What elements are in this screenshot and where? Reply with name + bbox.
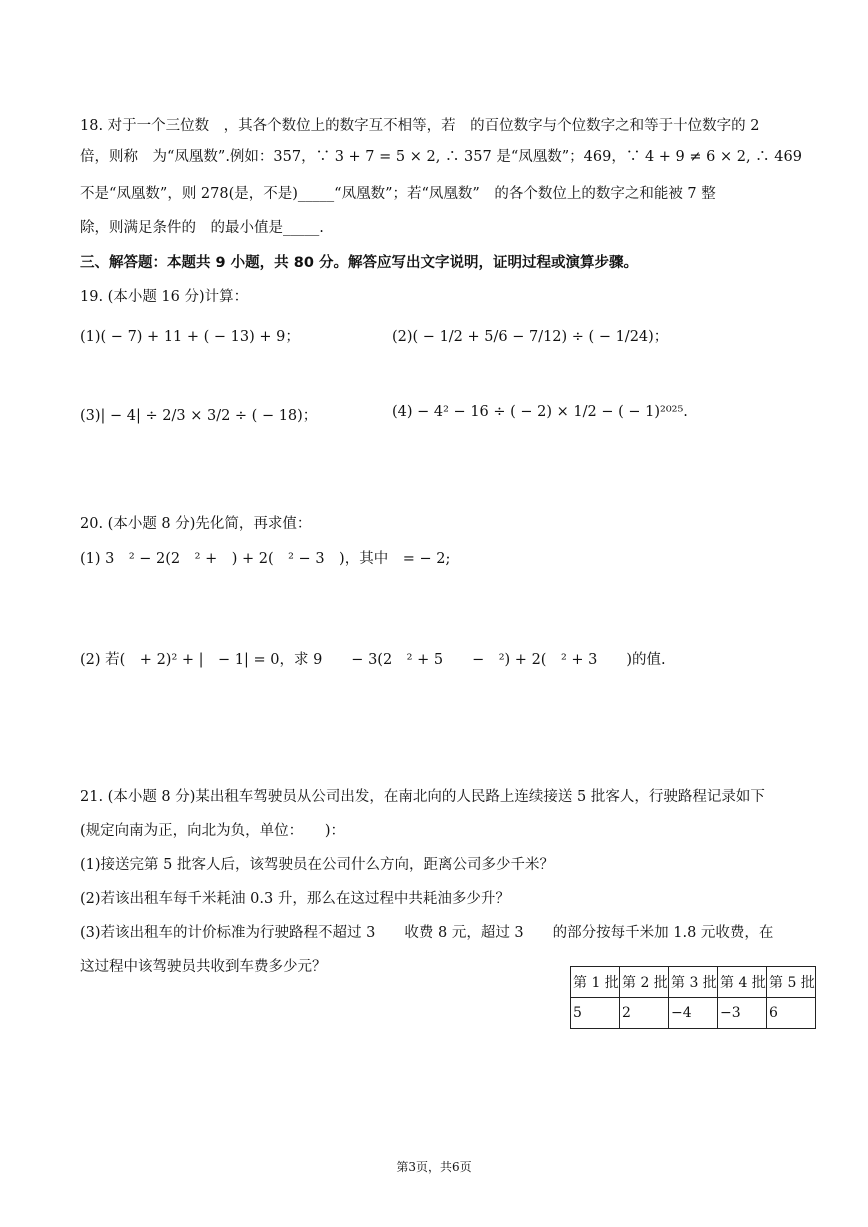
q21-line-1: 21. (本小题 8 分)某出租车驾驶员从公司出发，在南北向的人民路上连续接送 5 批客人，行驶路程记录如下 [80,789,765,805]
q18-line-1: 18. 对于一个三位数 ，其各个数位上的数字互不相等，若 的百位数字与个位数字之和等于十位数字的 2 [80,118,760,134]
table-header-row [571,967,816,998]
q21-part-2: (2)若该出租车每千米耗油 0.3 升，那么在这过程中共耗油多少升？ [80,891,510,907]
q20-title: 20. (本小题 8 分)先化简，再求值： [80,516,312,532]
q19-part-2: (2)( − 1/2 + 5/6 − 7/12) ÷ ( − 1/24)； [392,329,669,345]
table-header-cell: 第 1 批 [571,967,620,998]
batch-distance-table [570,966,816,1029]
table-header-cell: 第 4 批 [718,967,767,998]
table-cell: 6 [767,998,816,1029]
table-row [571,998,816,1029]
table-header-cell: 第 2 批 [620,967,669,998]
q19-part-4: (4) − 4² − 16 ÷ ( − 2) × 1/2 − ( − 1)²⁰²⁵. [392,404,688,420]
q21-part-1: (1)接送完第 5 批客人后，该驾驶员在公司什么方向，距离公司多少千米？ [80,857,554,873]
q18-line-2: 倍，则称 为“凤凰数”.例如：357，∵ 3 + 7 = 5 × 2, ∴ 357 是“凤凰数”；469，∵ 4 + 9 ≠ 6 × 2, ∴ 469 [80,149,802,165]
q19-part-1: (1)( − 7) + 11 + ( − 13) + 9； [80,329,300,345]
q20-part-1: (1) 3 ² − 2(2 ² + ) + 2( ² − 3 )，其中 = − 2; [80,551,451,567]
table-cell: −3 [718,998,767,1029]
section-3-heading: 三、解答题：本题共 9 小题，共 80 分。解答应写出文字说明，证明过程或演算步骤。 [80,255,638,271]
q21-part-3: (3)若该出租车的计价标准为行驶路程不超过 3 收费 8 元，超过 3 的部分按每千米加 1.8 元收费，在 [80,925,774,941]
table-cell: 5 [571,998,620,1029]
table-header-cell: 第 3 批 [669,967,718,998]
q18-line-3: 不是“凤凰数”，则 278(是，不是)_____“凤凰数”；若“凤凰数” 的各个数位上的数字之和能被 7 整 [80,186,716,202]
table-header-cell: 第 5 批 [767,967,816,998]
table-cell: −4 [669,998,718,1029]
q18-line-4: 除，则满足条件的 的最小值是_____. [80,220,324,236]
page-footer: 第3页，共6页 [396,1160,472,1174]
q20-part-2: (2) 若( + 2)² + | − 1| = 0，求 9 − 3(2 ² + 5 − ²) + 2( ² + 3 )的值. [80,652,666,668]
table-cell: 2 [620,998,669,1029]
q19-title: 19. (本小题 16 分)计算： [80,289,249,305]
q19-part-3: (3)| − 4| ÷ 2/3 × 3/2 ÷ ( − 18)； [80,408,318,424]
q21-line-2: (规定向南为正，向北为负，单位： )： [80,823,346,839]
q21-part-4: 这过程中该驾驶员共收到车费多少元？ [80,959,327,975]
